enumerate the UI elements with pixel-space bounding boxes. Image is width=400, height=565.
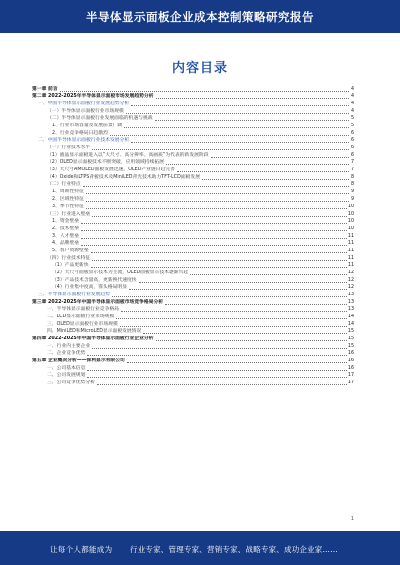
toc-entry-page: 8 bbox=[350, 174, 354, 180]
toc-entry[interactable] bbox=[32, 211, 354, 218]
toc-entry[interactable] bbox=[32, 343, 354, 350]
toc-entry[interactable] bbox=[32, 299, 354, 306]
toc-entry-page: 11 bbox=[347, 240, 354, 246]
toc-dot-leader bbox=[87, 376, 347, 378]
toc-entry-label: 四、MiniLED和MicroLED显示面板发展情况 bbox=[47, 329, 142, 335]
toc-entry-label: 一、中国半导体显示面板行业发展趋势分析 bbox=[38, 101, 130, 107]
toc-entry-label: （2）OLED显示面板技术不断突破，应用领域持续拓展 bbox=[47, 160, 164, 166]
toc-entry[interactable] bbox=[32, 328, 354, 335]
toc-dot-leader bbox=[81, 244, 347, 246]
page-number: 1 bbox=[350, 516, 354, 522]
toc-entry-label: 3、季节性特征 bbox=[52, 204, 84, 210]
toc-entry-label: 2、区域性特征 bbox=[52, 196, 84, 202]
toc-entry[interactable] bbox=[32, 284, 354, 291]
toc-entry[interactable] bbox=[32, 336, 354, 343]
toc-dot-leader bbox=[86, 192, 349, 194]
toc-entry-page: 5 bbox=[350, 116, 354, 122]
toc-dot-leader bbox=[81, 229, 347, 231]
toc-entry-page: 5 bbox=[350, 123, 354, 129]
toc-entry-label: （2）大尺寸面板显示技术为主流，OLED面板显示技术逐渐兴起 bbox=[52, 270, 189, 276]
toc-dot-leader bbox=[156, 339, 347, 341]
toc-entry-label: （三）行业进入壁垒 bbox=[47, 211, 91, 217]
toc-entry-label: 第五章 企业概况分析——保利显示有限公司 bbox=[32, 358, 125, 364]
toc-entry-page: 8 bbox=[350, 182, 354, 188]
toc-entry-page: 10 bbox=[347, 204, 354, 210]
toc-entry[interactable] bbox=[32, 218, 354, 225]
table-of-contents bbox=[32, 86, 354, 387]
toc-entry[interactable] bbox=[32, 101, 354, 108]
toc-dot-leader bbox=[112, 295, 347, 297]
toc-entry-label: （一）行业技术水平 bbox=[47, 145, 91, 151]
toc-dot-leader bbox=[87, 354, 347, 356]
toc-entry[interactable] bbox=[32, 145, 354, 152]
toc-dot-leader bbox=[86, 207, 347, 209]
toc-entry[interactable] bbox=[32, 365, 354, 372]
toc-entry[interactable] bbox=[32, 248, 354, 255]
toc-dot-leader bbox=[126, 112, 349, 114]
toc-dot-leader bbox=[190, 273, 347, 275]
toc-entry-page: 4 bbox=[350, 108, 354, 114]
toc-entry[interactable] bbox=[32, 233, 354, 240]
toc-entry-label: （3）大尺寸AMOLED面板发展迅速，OLED产业链日趋完善 bbox=[47, 167, 175, 173]
footer-expert-list: 行业专家、管理专家、营销专家、战略专家、成功企业家…… bbox=[130, 545, 338, 554]
toc-dot-leader bbox=[129, 288, 347, 290]
toc-entry[interactable] bbox=[32, 181, 354, 188]
toc-entry-label: （1）液晶显示面板进入以“大尺寸、高分辨率、高画质”为代表的新发展阶段 bbox=[47, 152, 209, 158]
toc-entry[interactable] bbox=[32, 292, 354, 299]
toc-dot-leader bbox=[131, 141, 349, 143]
footer-slogan: 让每个人都能成为 bbox=[50, 545, 113, 554]
toc-entry-label: 二、公司发展规划 bbox=[47, 373, 86, 379]
toc-entry[interactable] bbox=[32, 270, 354, 277]
toc-entry-label: 三、半导体显示面板行业发展趋势 bbox=[38, 292, 110, 298]
toc-dot-leader bbox=[110, 134, 349, 136]
toc-entry-label: 1、行业市场容量及发展前景广阔 bbox=[52, 123, 123, 129]
toc-entry-label: （4）行业集中度高，寡头格局明显 bbox=[52, 284, 128, 290]
toc-entry-label: （4）Oxide和LTPS背板技术及MiniLED背光技术助力TFT-LCD面板发展 bbox=[47, 174, 201, 180]
toc-entry[interactable] bbox=[32, 306, 354, 313]
toc-dot-leader bbox=[81, 237, 347, 239]
toc-entry[interactable] bbox=[32, 167, 354, 174]
toc-entry[interactable] bbox=[32, 115, 354, 122]
toc-entry[interactable] bbox=[32, 159, 354, 166]
toc-entry-page: 14 bbox=[347, 314, 354, 320]
toc-entry[interactable] bbox=[32, 86, 354, 93]
toc-entry-page: 16 bbox=[347, 358, 354, 364]
toc-entry-page: 13 bbox=[347, 306, 354, 312]
toc-dot-leader bbox=[156, 97, 349, 99]
toc-entry-page: 12 bbox=[347, 284, 354, 290]
toc-title: 内容目录 bbox=[171, 61, 228, 76]
toc-entry-page: 10 bbox=[347, 211, 354, 217]
toc-dot-leader bbox=[81, 222, 347, 224]
toc-entry-label: 二、中国半导体显示面板行业技术发展分析 bbox=[38, 138, 130, 144]
toc-entry[interactable] bbox=[32, 196, 354, 203]
toc-entry-label: 二、企业竞争优势 bbox=[47, 351, 86, 357]
toc-entry[interactable] bbox=[32, 152, 354, 159]
toc-entry-page: 12 bbox=[347, 277, 354, 283]
toc-entry-label: 1、资金壁垒 bbox=[52, 218, 80, 224]
toc-entry[interactable] bbox=[32, 137, 354, 144]
toc-entry-page: 6 bbox=[350, 130, 354, 136]
toc-entry-label: 3、人才壁垒 bbox=[52, 233, 80, 239]
toc-entry-page: 11 bbox=[347, 255, 354, 261]
toc-entry[interactable] bbox=[32, 277, 354, 284]
toc-entry[interactable] bbox=[32, 240, 354, 247]
toc-dot-leader bbox=[116, 317, 347, 319]
toc-entry-label: 第一章 前言 bbox=[32, 86, 58, 92]
toc-dot-leader bbox=[87, 369, 347, 371]
toc-dot-leader bbox=[120, 325, 347, 327]
toc-entry-page: 4 bbox=[350, 94, 354, 100]
toc-dot-leader bbox=[155, 119, 349, 121]
toc-dot-leader bbox=[139, 281, 347, 283]
toc-entry-label: 二、LCD显示面板行业市场规模 bbox=[47, 314, 115, 320]
toc-dot-leader bbox=[177, 170, 349, 172]
toc-entry[interactable] bbox=[32, 380, 354, 387]
toc-entry-page: 9 bbox=[350, 196, 354, 202]
report-title: 半导体显示面板企业成本控制策略研究报告 bbox=[86, 10, 314, 24]
footer-bar bbox=[0, 531, 400, 565]
toc-entry-page: 11 bbox=[347, 248, 354, 254]
toc-entry-label: 第四章 2022-2025年中国半导体显示面板行业企业分析 bbox=[32, 336, 154, 342]
toc-entry[interactable] bbox=[32, 130, 354, 137]
toc-dot-leader bbox=[202, 178, 349, 180]
toc-entry[interactable] bbox=[32, 350, 354, 357]
toc-entry-label: 2、技术壁垒 bbox=[52, 226, 80, 232]
toc-entry-label: 1、周期性特征 bbox=[52, 189, 84, 195]
toc-dot-leader bbox=[83, 185, 349, 187]
toc-dot-leader bbox=[92, 148, 349, 150]
toc-dot-leader bbox=[92, 215, 347, 217]
toc-entry-label: 一、公司基本信息 bbox=[47, 365, 86, 371]
toc-dot-leader bbox=[143, 332, 347, 334]
toc-entry-label: 2、行业竞争格局日趋激烈 bbox=[52, 130, 108, 136]
toc-entry[interactable] bbox=[32, 314, 354, 321]
toc-entry-label: （二）半导体显示面板行业发展面临的机遇与挑战 bbox=[47, 116, 153, 122]
toc-entry[interactable] bbox=[32, 204, 354, 211]
toc-dot-leader bbox=[92, 347, 347, 349]
toc-entry-page: 15 bbox=[347, 329, 354, 335]
toc-entry-label: （3）产品技术含量高，更新换代速度快 bbox=[52, 277, 137, 283]
toc-entry[interactable] bbox=[32, 108, 354, 115]
toc-dot-leader bbox=[92, 259, 347, 261]
toc-entry[interactable] bbox=[32, 174, 354, 181]
toc-dot-leader bbox=[97, 383, 347, 385]
toc-dot-leader bbox=[165, 303, 347, 305]
header-bar bbox=[0, 0, 400, 33]
toc-entry-page: 9 bbox=[350, 189, 354, 195]
toc-entry-page: 7 bbox=[350, 160, 354, 166]
toc-entry-label: （二）行业特点 bbox=[47, 182, 81, 188]
toc-dot-leader bbox=[91, 251, 347, 253]
toc-entry-page: 4 bbox=[350, 101, 354, 107]
toc-dot-leader bbox=[86, 200, 349, 202]
toc-entry-page: 11 bbox=[347, 233, 354, 239]
toc-entry[interactable] bbox=[32, 93, 354, 100]
toc-entry-page: 13 bbox=[347, 292, 354, 298]
toc-entry-page: 14 bbox=[347, 321, 354, 327]
toc-dot-leader bbox=[166, 163, 349, 165]
toc-entry[interactable] bbox=[32, 123, 354, 130]
toc-entry[interactable] bbox=[32, 189, 354, 196]
toc-entry-label: 第二章 2022-2025年半导体显示面板市场发展趋势分析 bbox=[32, 94, 154, 100]
toc-entry-label: 一、行业内主要企业 bbox=[47, 343, 91, 349]
toc-entry-page: 6 bbox=[350, 152, 354, 158]
toc-dot-leader bbox=[211, 156, 349, 158]
toc-entry-label: （一）半导体显示面板行业市场规模 bbox=[47, 108, 124, 114]
toc-entry[interactable] bbox=[32, 321, 354, 328]
toc-entry-label: 三、OLED显示面板行业市场规模 bbox=[47, 321, 118, 327]
toc-entry-page: 16 bbox=[347, 365, 354, 371]
toc-entry-label: 4、品牌壁垒 bbox=[52, 240, 80, 246]
toc-entry-page: 13 bbox=[347, 299, 354, 305]
toc-dot-leader bbox=[121, 310, 347, 312]
toc-entry[interactable] bbox=[32, 358, 354, 365]
toc-entry[interactable] bbox=[32, 255, 354, 262]
toc-entry-page: 16 bbox=[347, 351, 354, 357]
toc-dot-leader bbox=[124, 126, 349, 128]
toc-entry-page: 10 bbox=[347, 218, 354, 224]
toc-dot-leader bbox=[60, 90, 349, 92]
toc-entry-page: 15 bbox=[347, 336, 354, 342]
toc-entry-label: （1）产品更新快 bbox=[52, 262, 89, 268]
toc-entry[interactable] bbox=[32, 226, 354, 233]
toc-entry-page: 10 bbox=[347, 226, 354, 232]
toc-entry[interactable] bbox=[32, 372, 354, 379]
toc-entry-page: 15 bbox=[347, 343, 354, 349]
toc-dot-leader bbox=[91, 266, 347, 268]
toc-entry-page: 17 bbox=[347, 373, 354, 379]
toc-entry-label: 5、客户资源壁垒 bbox=[52, 248, 89, 254]
toc-entry-page: 17 bbox=[347, 380, 354, 386]
toc-entry-label: 第三章 2022-2025年中国半导体显示面板市场竞争格局分析 bbox=[32, 299, 164, 305]
toc-dot-leader bbox=[127, 361, 347, 363]
toc-entry-page: 12 bbox=[347, 270, 354, 276]
toc-entry-page: 7 bbox=[350, 167, 354, 173]
toc-entry-page: 6 bbox=[350, 138, 354, 144]
toc-entry-label: 三、公司竞争优势分析 bbox=[47, 380, 95, 386]
toc-entry-page: 4 bbox=[350, 86, 354, 92]
toc-dot-leader bbox=[131, 104, 349, 106]
toc-entry-label: （四）行业技术特征 bbox=[47, 255, 91, 261]
toc-entry[interactable] bbox=[32, 262, 354, 269]
toc-entry-label: 一、半导体显示面板行业竞争格局 bbox=[47, 306, 119, 312]
toc-entry-page: 6 bbox=[350, 145, 354, 151]
toc-entry-page: 11 bbox=[347, 262, 354, 268]
